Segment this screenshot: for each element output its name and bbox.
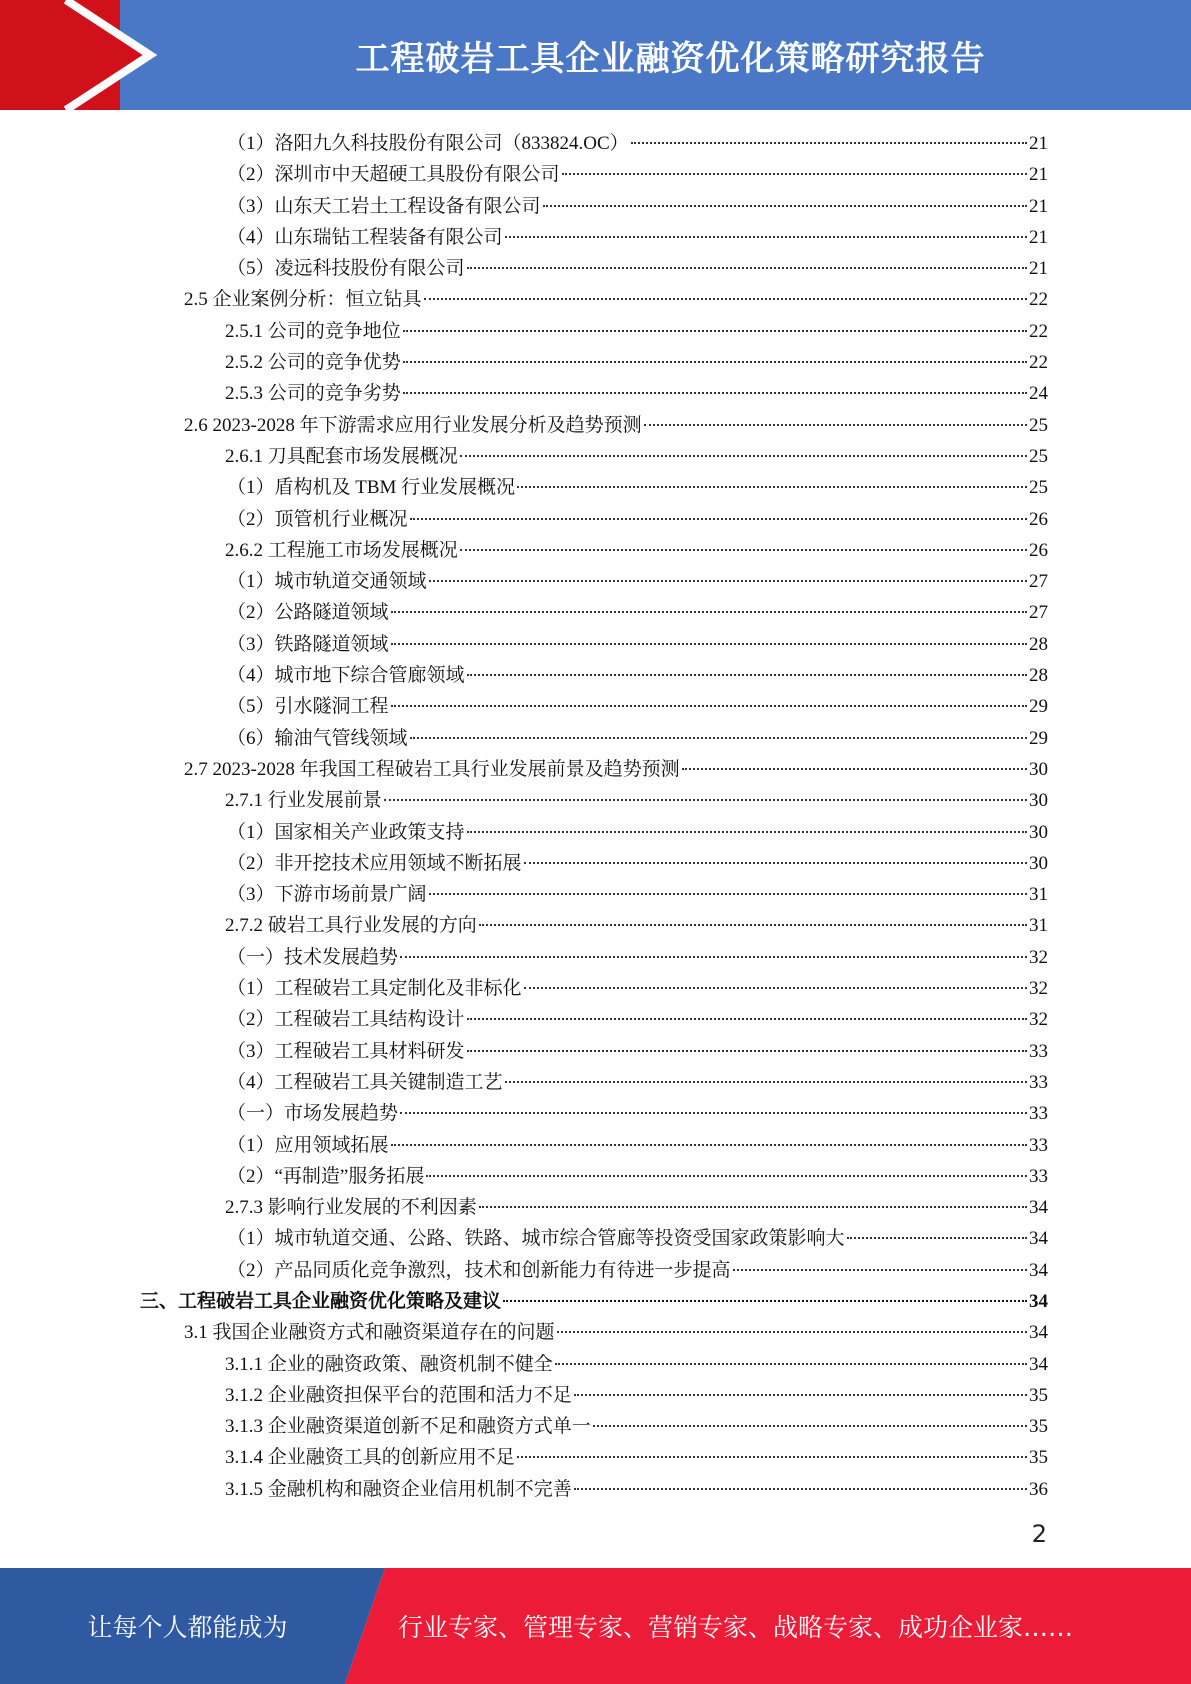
toc-dot-leader — [479, 924, 1027, 926]
toc-dot-leader — [524, 862, 1027, 864]
toc-dot-leader — [543, 205, 1027, 207]
toc-dot-leader — [391, 705, 1027, 707]
toc-dot-leader — [426, 1175, 1027, 1177]
toc-entry-page: 27 — [1029, 571, 1048, 593]
toc-entry-page: 21 — [1029, 226, 1048, 248]
toc-entry-page: 30 — [1029, 790, 1048, 812]
toc-entry-title: 三、工程破岩工具企业融资优化策略及建议 — [140, 1290, 502, 1312]
toc-entry[interactable] — [140, 504, 1048, 535]
toc-entry[interactable] — [140, 942, 1048, 973]
toc-entry[interactable] — [140, 1349, 1048, 1380]
toc-entry[interactable] — [140, 629, 1048, 660]
toc-entry-page: 28 — [1029, 633, 1048, 655]
toc-entry[interactable] — [140, 253, 1048, 284]
toc-entry[interactable] — [140, 316, 1048, 347]
toc-entry-page: 33 — [1029, 1071, 1048, 1093]
toc-dot-leader — [391, 643, 1027, 645]
toc-dot-leader — [460, 455, 1027, 457]
toc-dot-leader — [467, 1050, 1027, 1052]
toc-entry-page: 33 — [1029, 1103, 1048, 1125]
toc-dot-leader — [847, 1237, 1027, 1239]
toc-dot-leader — [403, 330, 1027, 332]
toc-entry-page: 34 — [1029, 1259, 1048, 1281]
toc-entry[interactable] — [140, 472, 1048, 503]
toc-entry-page: 28 — [1029, 665, 1048, 687]
toc-dot-leader — [391, 611, 1027, 613]
toc-entry[interactable] — [140, 191, 1048, 222]
toc-entry-page: 29 — [1029, 696, 1048, 718]
toc-entry-page: 35 — [1029, 1384, 1048, 1406]
toc-entry-title: （2）非开挖技术应用领域不断拓展 — [227, 852, 522, 874]
toc-entry-page: 34 — [1029, 1197, 1048, 1219]
toc-entry-page: 33 — [1029, 1165, 1048, 1187]
toc-entry-title: （1）盾构机及 TBM 行业发展概况 — [227, 477, 516, 499]
toc-entry[interactable] — [140, 910, 1048, 941]
toc-entry-title: （4）工程破岩工具关键制造工艺 — [227, 1071, 503, 1093]
toc-dot-leader — [403, 361, 1027, 363]
toc-entry-title: 2.7.2 破岩工具行业发展的方向 — [225, 915, 477, 937]
toc-dot-leader — [467, 674, 1027, 676]
toc-entry-page: 25 — [1029, 477, 1048, 499]
toc-entry-page: 31 — [1029, 915, 1048, 937]
toc-entry-title: 2.7.1 行业发展前景 — [225, 790, 382, 812]
toc-entry[interactable] — [140, 723, 1048, 754]
toc-entry-page: 36 — [1029, 1478, 1048, 1500]
toc-entry-title: （5）引水隧洞工程 — [227, 696, 389, 718]
toc-dot-leader — [429, 580, 1027, 582]
toc-entry-page: 21 — [1029, 164, 1048, 186]
toc-dot-leader — [410, 737, 1027, 739]
toc-dot-leader — [403, 392, 1027, 394]
toc-entry-title: （2）“再制造”服务拓展 — [227, 1165, 425, 1187]
toc-entry-page: 34 — [1029, 1353, 1048, 1375]
toc-entry-page: 34 — [1029, 1290, 1048, 1312]
toc-entry[interactable] — [140, 1067, 1048, 1098]
toc-entry-page: 32 — [1029, 946, 1048, 968]
toc-entry[interactable] — [140, 1286, 1048, 1317]
toc-dot-leader — [557, 1331, 1027, 1333]
toc-entry-title: 3.1 我国企业融资方式和融资渠道存在的问题 — [184, 1322, 555, 1344]
toc-entry-page: 24 — [1029, 383, 1048, 405]
toc-entry-title: 2.6.2 工程施工市场发展概况 — [225, 539, 458, 561]
toc-dot-leader — [429, 893, 1027, 895]
toc-entry[interactable] — [140, 1317, 1048, 1348]
toc-dot-leader — [400, 1112, 1027, 1114]
toc-dot-leader — [503, 1300, 1027, 1302]
toc-dot-leader — [505, 236, 1027, 238]
toc-entry-title: （6）输油气管线领域 — [227, 727, 408, 749]
toc-entry-page: 33 — [1029, 1134, 1048, 1156]
toc-entry-page: 35 — [1029, 1416, 1048, 1438]
table-of-contents — [140, 128, 1048, 1505]
toc-entry-page: 31 — [1029, 884, 1048, 906]
toc-entry[interactable] — [140, 691, 1048, 722]
toc-entry[interactable] — [140, 159, 1048, 190]
toc-entry[interactable] — [140, 1255, 1048, 1286]
toc-entry-title: 2.5 企业案例分析：恒立钻具 — [184, 289, 422, 311]
footer-slogan-right: 行业专家、管理专家、营销专家、战略专家、成功企业家…… — [398, 1613, 1074, 1642]
toc-entry[interactable] — [140, 848, 1048, 879]
toc-entry-title: （5）凌远科技股份有限公司 — [227, 258, 465, 280]
toc-entry-title: （1）应用领域拓展 — [227, 1134, 389, 1156]
toc-entry-title: （3）下游市场前景广阔 — [227, 884, 427, 906]
toc-dot-leader — [574, 1488, 1027, 1490]
toc-entry[interactable] — [140, 347, 1048, 378]
toc-entry[interactable] — [140, 566, 1048, 597]
toc-dot-leader — [593, 1425, 1027, 1427]
toc-entry-page: 22 — [1029, 320, 1048, 342]
toc-entry[interactable] — [140, 128, 1048, 159]
toc-entry-page: 34 — [1029, 1228, 1048, 1250]
toc-entry-title: （3）工程破岩工具材料研发 — [227, 1040, 465, 1062]
report-title: 工程破岩工具企业融资优化策略研究报告 — [355, 38, 986, 79]
toc-entry[interactable] — [140, 597, 1048, 628]
toc-dot-leader — [467, 831, 1027, 833]
toc-dot-leader — [517, 486, 1027, 488]
toc-entry-page: 25 — [1029, 414, 1048, 436]
toc-entry-title: （4）山东瑞钻工程装备有限公司 — [227, 226, 503, 248]
toc-entry-title: 3.1.4 企业融资工具的创新应用不足 — [225, 1447, 515, 1469]
toc-entry[interactable] — [140, 284, 1048, 315]
toc-entry-page: 34 — [1029, 1322, 1048, 1344]
toc-dot-leader — [733, 1269, 1027, 1271]
footer-slogan-left: 让每个人都能成为 — [87, 1613, 288, 1642]
toc-entry-title: （2）工程破岩工具结构设计 — [227, 1009, 465, 1031]
toc-entry-title: （3）山东天工岩土工程设备有限公司 — [227, 195, 541, 217]
toc-entry-title: 3.1.2 企业融资担保平台的范围和活力不足 — [225, 1384, 572, 1406]
toc-entry-page: 30 — [1029, 758, 1048, 780]
toc-entry[interactable] — [140, 785, 1048, 816]
toc-entry-page: 32 — [1029, 978, 1048, 1000]
toc-entry[interactable] — [140, 1442, 1048, 1473]
toc-dot-leader — [555, 1363, 1027, 1365]
toc-entry-title: 3.1.3 企业融资渠道创新不足和融资方式单一 — [225, 1416, 591, 1438]
toc-entry-page: 21 — [1029, 133, 1048, 154]
toc-entry-page: 26 — [1029, 508, 1048, 530]
toc-dot-leader — [467, 267, 1027, 269]
toc-entry-title: 2.5.2 公司的竞争优势 — [225, 352, 401, 374]
toc-entry[interactable] — [140, 1474, 1048, 1505]
toc-entry[interactable] — [140, 410, 1048, 441]
toc-entry-page: 21 — [1029, 195, 1048, 217]
toc-dot-leader — [682, 768, 1027, 770]
toc-entry[interactable] — [140, 817, 1048, 848]
toc-dot-leader — [479, 1206, 1027, 1208]
toc-dot-leader — [505, 1081, 1027, 1083]
toc-entry[interactable] — [140, 879, 1048, 910]
toc-entry-title: （1）工程破岩工具定制化及非标化 — [227, 978, 522, 1000]
toc-entry[interactable] — [140, 1161, 1048, 1192]
toc-entry-title: 2.7.3 影响行业发展的不利因素 — [225, 1197, 477, 1219]
toc-entry[interactable] — [140, 1192, 1048, 1223]
toc-entry[interactable] — [140, 754, 1048, 785]
toc-dot-leader — [524, 987, 1027, 989]
toc-entry[interactable] — [140, 973, 1048, 1004]
toc-entry-page: 26 — [1029, 539, 1048, 561]
toc-entry-page: 32 — [1029, 1009, 1048, 1031]
toc-entry[interactable] — [140, 660, 1048, 691]
toc-entry-page: 35 — [1029, 1447, 1048, 1469]
toc-entry-title: （3）铁路隧道领域 — [227, 633, 389, 655]
toc-entry-title: 3.1.1 企业的融资政策、融资机制不健全 — [225, 1353, 553, 1375]
toc-dot-leader — [517, 1456, 1027, 1458]
toc-entry-page: 21 — [1029, 258, 1048, 280]
toc-entry[interactable] — [140, 1223, 1048, 1254]
toc-entry-title: 2.6 2023-2028 年下游需求应用行业发展分析及趋势预测 — [184, 414, 642, 436]
toc-dot-leader — [400, 956, 1027, 958]
toc-entry-page: 30 — [1029, 821, 1048, 843]
toc-entry-title: （一）技术发展趋势 — [227, 946, 399, 968]
toc-entry-page: 33 — [1029, 1040, 1048, 1062]
toc-entry-title: 2.5.3 公司的竞争劣势 — [225, 383, 401, 405]
toc-entry[interactable] — [140, 1380, 1048, 1411]
toc-entry[interactable] — [140, 1130, 1048, 1161]
toc-dot-leader — [384, 799, 1027, 801]
page-number: 2 — [1031, 1520, 1047, 1548]
toc-entry-title: （2）产品同质化竞争激烈，技术和创新能力有待进一步提高 — [227, 1259, 731, 1281]
toc-entry-title: 2.6.1 刀具配套市场发展概况 — [225, 445, 458, 467]
toc-entry[interactable] — [140, 1036, 1048, 1067]
toc-entry[interactable] — [140, 1098, 1048, 1129]
toc-entry-page: 25 — [1029, 445, 1048, 467]
toc-entry-title: 3.1.5 金融机构和融资企业信用机制不完善 — [225, 1478, 572, 1500]
page-header — [0, 0, 1191, 110]
toc-entry-title: （一）市场发展趋势 — [227, 1103, 399, 1125]
toc-entry-title: 2.7 2023-2028 年我国工程破岩工具行业发展前景及趋势预测 — [184, 758, 680, 780]
page-footer — [0, 1568, 1191, 1684]
toc-dot-leader — [424, 298, 1027, 300]
toc-entry-title: （2）深圳市中天超硬工具股份有限公司 — [227, 164, 560, 186]
toc-entry-title: （1）洛阳九久科技股份有限公司（833824.OC） — [227, 133, 629, 154]
toc-entry-page: 30 — [1029, 852, 1048, 874]
toc-dot-leader — [562, 173, 1027, 175]
toc-entry[interactable] — [140, 378, 1048, 409]
toc-entry-page: 22 — [1029, 289, 1048, 311]
header-chevron-icon — [0, 0, 160, 110]
toc-entry-title: （1）城市轨道交通、公路、铁路、城市综合管廊等投资受国家政策影响大 — [227, 1228, 845, 1250]
toc-entry-title: （1）国家相关产业政策支持 — [227, 821, 465, 843]
toc-entry-title: （2）顶管机行业概况 — [227, 508, 408, 530]
toc-entry-title: （2）公路隧道领域 — [227, 602, 389, 624]
toc-entry[interactable] — [140, 441, 1048, 472]
toc-entry[interactable] — [140, 535, 1048, 566]
toc-dot-leader — [460, 549, 1027, 551]
toc-entry-title: （1）城市轨道交通领域 — [227, 571, 427, 593]
toc-dot-leader — [467, 1018, 1027, 1020]
toc-dot-leader — [631, 142, 1027, 144]
toc-entry[interactable] — [140, 222, 1048, 253]
toc-entry[interactable] — [140, 1411, 1048, 1442]
toc-entry-title: 2.5.1 公司的竞争地位 — [225, 320, 401, 342]
toc-entry-title: （4）城市地下综合管廊领域 — [227, 665, 465, 687]
toc-dot-leader — [644, 424, 1027, 426]
toc-entry-page: 22 — [1029, 352, 1048, 374]
toc-dot-leader — [391, 1144, 1027, 1146]
toc-dot-leader — [410, 518, 1027, 520]
toc-entry-page: 29 — [1029, 727, 1048, 749]
toc-entry-page: 27 — [1029, 602, 1048, 624]
toc-dot-leader — [574, 1394, 1027, 1396]
toc-entry[interactable] — [140, 1004, 1048, 1035]
